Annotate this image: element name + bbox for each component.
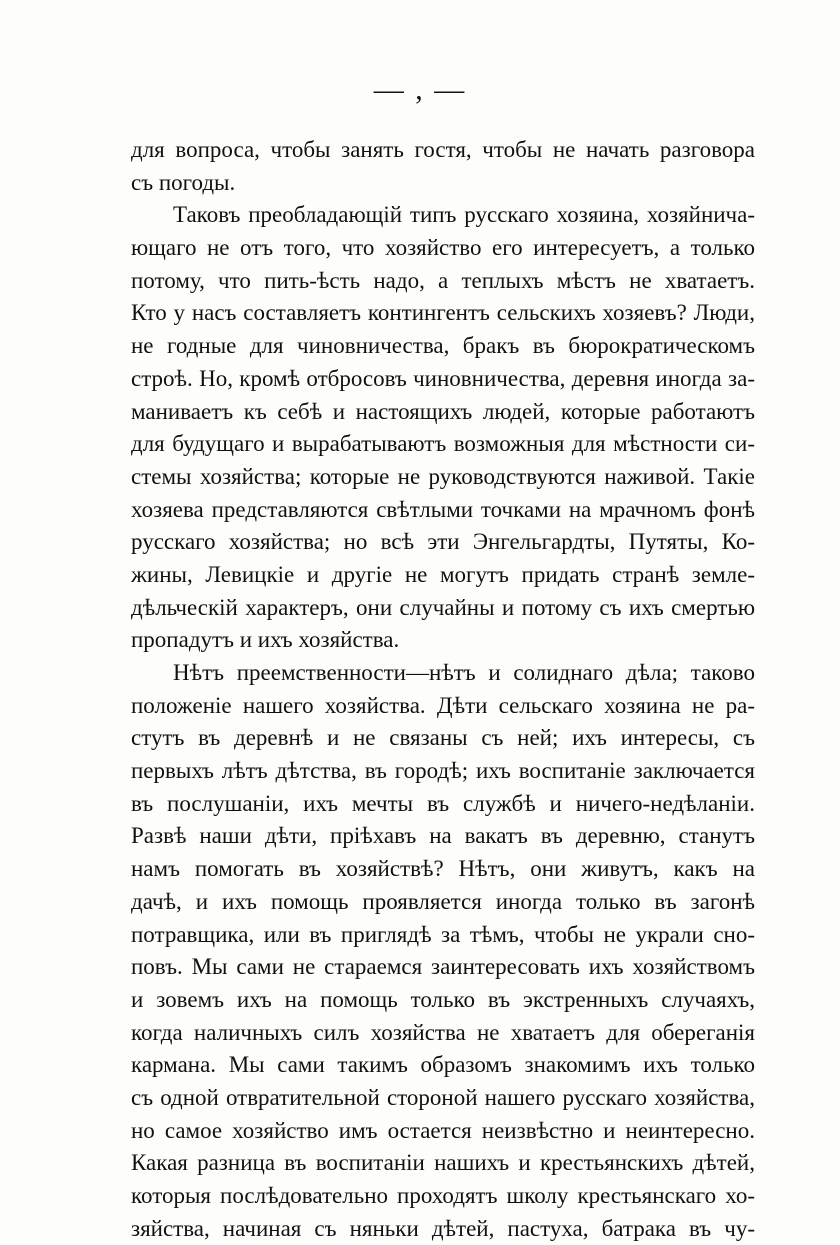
text-line: Какая разница въ воспитаніи нашихъ и крестьянскихъ дѣтей, [131, 1150, 755, 1176]
text-line: намъ помогать въ хозяйствѣ? Нѣтъ, они живутъ, какъ на [131, 856, 755, 882]
text-line: въ послушаніи, ихъ мечты въ службѣ и ничего-недѣланіи. [131, 790, 755, 816]
text-line: для вопроса, чтобы занять гостя, чтобы не начать разговора [131, 137, 755, 162]
text-line: маниваетъ къ себѣ и настоящихъ людей, которые работаютъ [131, 398, 755, 424]
text-line: когда наличныхъ силъ хозяйства не хватаетъ для обереганія [131, 1019, 755, 1045]
text-line: для будущаго и вырабатываютъ возможныя для мѣстности си- [131, 431, 755, 457]
text-line: пропадутъ и ихъ хозяйства. [131, 627, 400, 653]
paragraph-start-line: Таковъ преобладающій типъ русскаго хозяина, хозяйнича- [173, 202, 755, 228]
page-header: — , — [373, 73, 467, 106]
text-line: съ погоды. [131, 169, 236, 195]
text-line: потому, что пить-ѣсть надо, а теплыхъ мѣстъ не хватаетъ. [131, 267, 755, 293]
body-text [131, 134, 755, 1245]
text-line: но самое хозяйство имъ остается неизвѣстно и неинтересно. [131, 1117, 755, 1143]
text-line: Развѣ наши дѣти, пріѣхавъ на вакатъ въ деревню, станутъ [131, 823, 755, 849]
text-line: стутъ въ деревнѣ и не связаны съ ней; ихъ интересы, съ [131, 725, 755, 751]
text-line: и зовемъ ихъ на помощь только въ экстренныхъ случаяхъ, [131, 986, 755, 1012]
text-line: жины, Левицкіе и другіе не могутъ придать странѣ земле- [131, 561, 755, 587]
text-line: хозяева представляются свѣтлыми точками на мрачномъ фонѣ [131, 496, 755, 522]
text-line: дѣльческій характеръ, они случайны и потому съ ихъ смертью [131, 594, 755, 620]
text-line: стемы хозяйства; которые не руководствуются наживой. Такіе [131, 463, 755, 489]
text-line: первыхъ лѣтъ дѣтства, въ городѣ; ихъ воспитаніе заключается [131, 758, 755, 784]
text-line: которыя послѣдовательно проходятъ школу крестьянскаго хо- [131, 1183, 755, 1208]
text-line: русскаго хозяйства; но всѣ эти Энгельгардты, Путяты, Ко- [131, 529, 755, 555]
paragraph-start-line: Нѣтъ преемственности—нѣтъ и солиднаго дѣла; таково [173, 660, 755, 685]
text-line: повъ. Мы сами не стараемся заинтересовать ихъ хозяйствомъ [131, 954, 755, 980]
text-line: ющаго не отъ того, что хозяйство его интересуетъ, а только [131, 235, 755, 261]
text-line: дачѣ, и ихъ помощь проявляется иногда только въ загонѣ [131, 888, 755, 914]
text-line: не годные для чиновничества, бракъ въ бюрократическомъ [131, 333, 755, 359]
text-line: положеніе нашего хозяйства. Дѣти сельскаго хозяина не ра- [131, 692, 755, 718]
text-line: Кто у насъ составляетъ контингентъ сельскихъ хозяевъ? Люди, [131, 300, 755, 326]
text-line: съ одной отвратительной стороной нашего русскаго хозяйства, [131, 1084, 755, 1110]
text-line: зяйства, начиная съ няньки дѣтей, пастуха, батрака въ чу- [131, 1215, 755, 1241]
text-line: потравщика, или въ приглядѣ за тѣмъ, чтобы не украли сно- [131, 921, 755, 947]
text-line: строѣ. Но, кромѣ отбросовъ чиновничества, деревня иногда за- [131, 365, 755, 391]
text-line: кармана. Мы сами такимъ образомъ знакомимъ ихъ только [131, 1052, 755, 1078]
